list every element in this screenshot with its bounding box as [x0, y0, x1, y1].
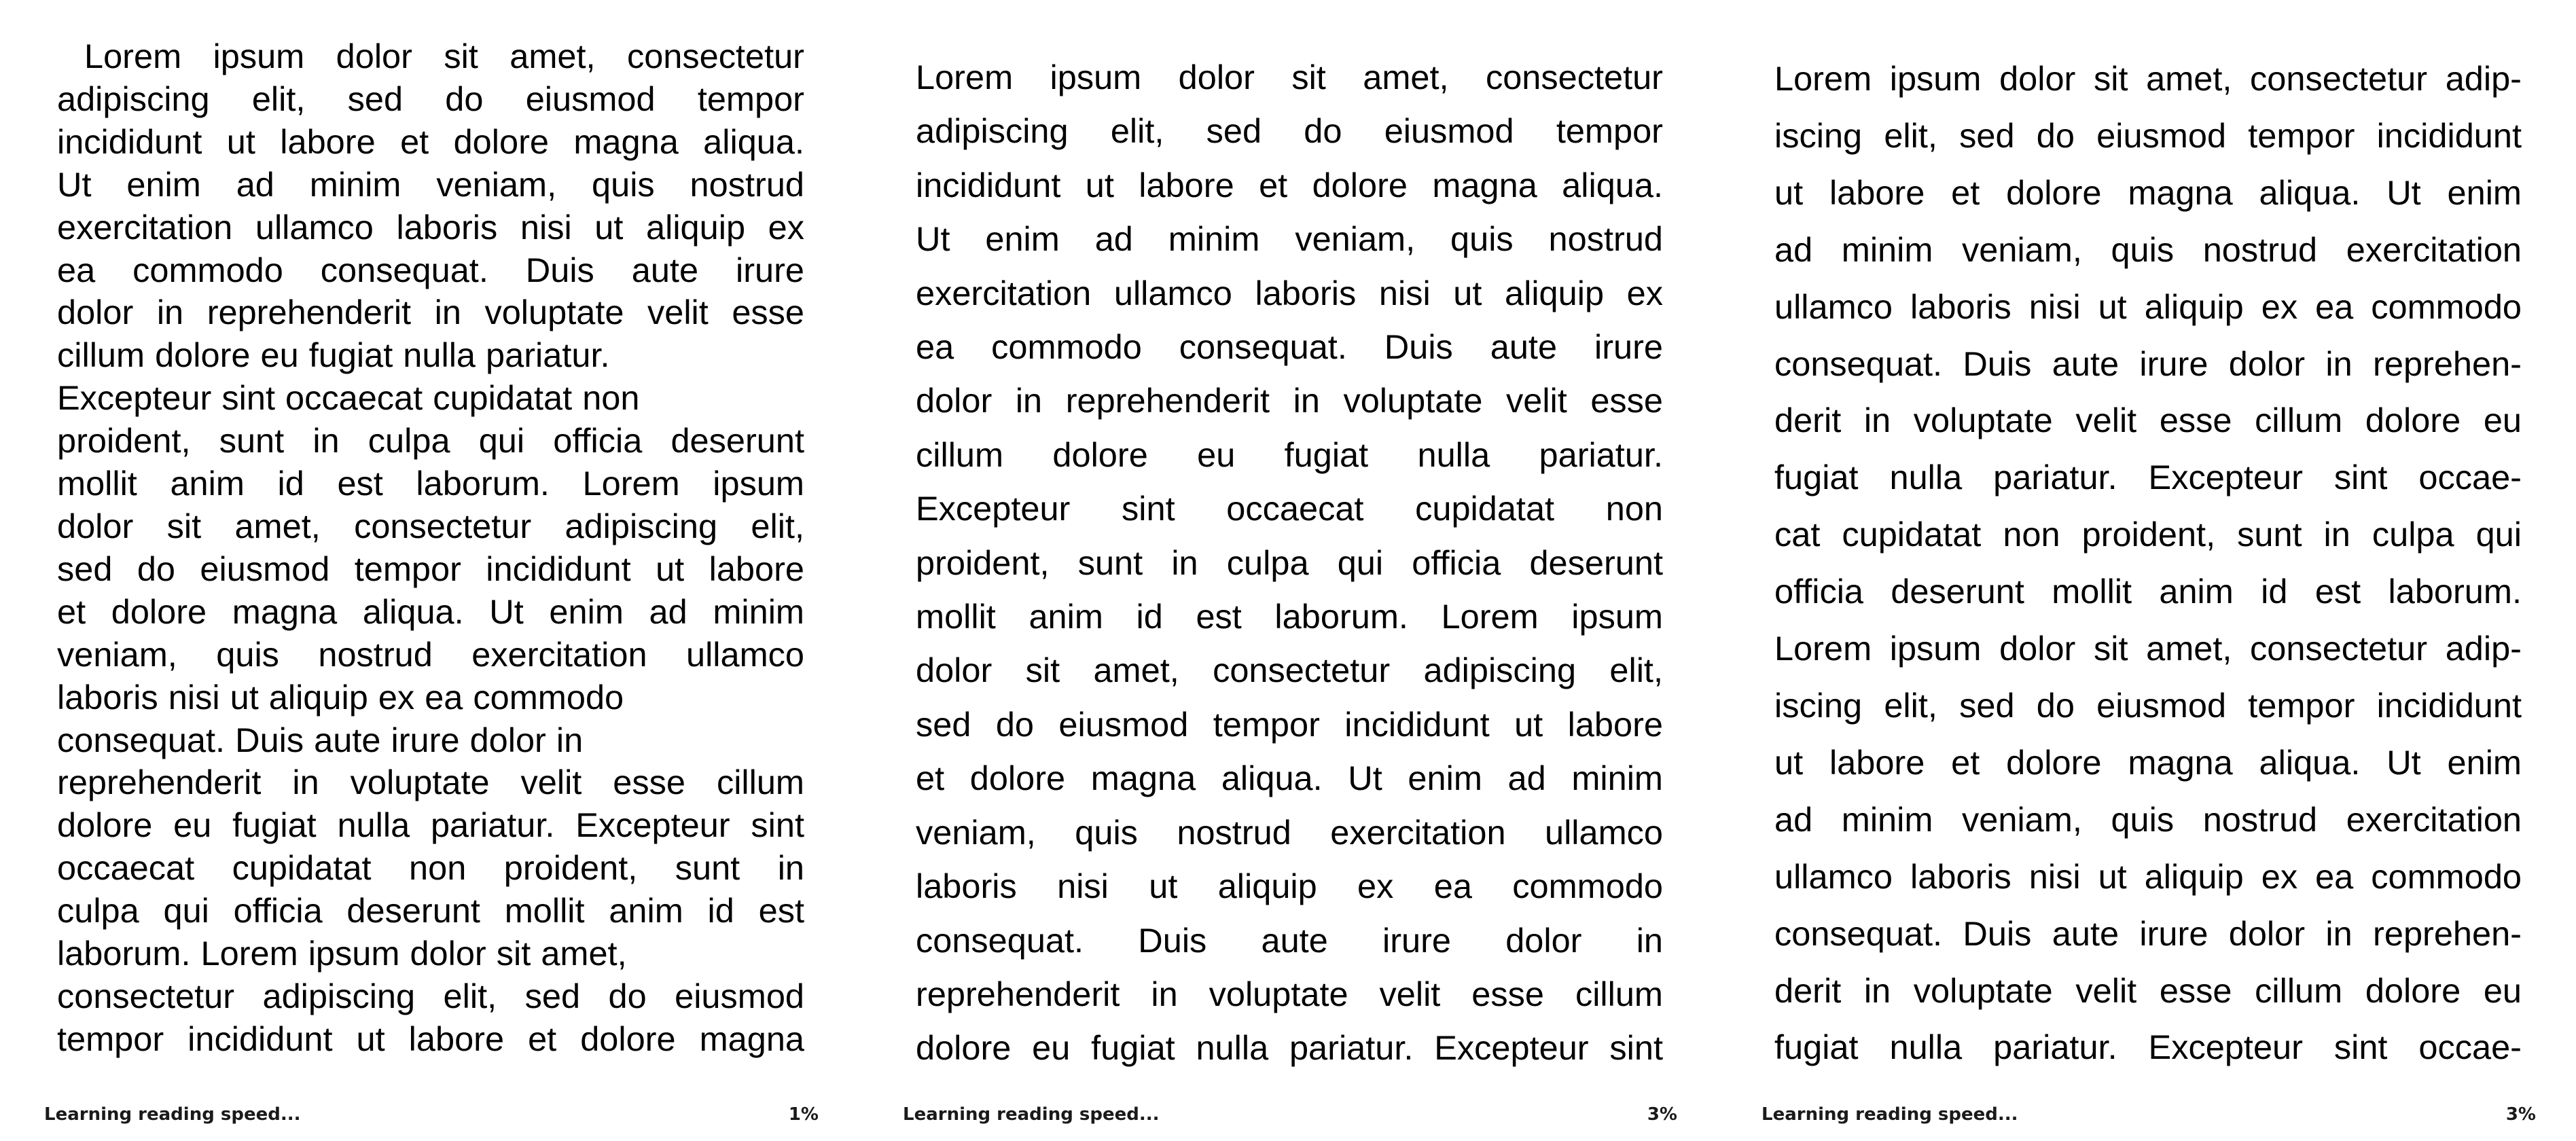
text-line: ut labore et dolore magna aliqua. Ut enim — [1774, 742, 2522, 782]
text-line: proident, sunt in culpa qui officia deserunt — [916, 543, 1663, 582]
text-line: culpa qui officia deserunt mollit anim id est — [57, 891, 804, 930]
text-line: veniam, quis nostrud exercitation ullamco — [916, 812, 1663, 852]
text-line: dolore eu fugiat nulla pariatur. Excepteur sint — [916, 1028, 1663, 1068]
text-line: et dolore magna aliqua. Ut enim ad minim — [916, 759, 1663, 798]
text-line: dolor sit amet, consectetur adipiscing elit, — [916, 651, 1663, 690]
text-line: ea commodo consequat. Duis aute irure — [916, 327, 1663, 367]
text-line: Lorem ipsum dolor sit amet, consectetur — [84, 37, 804, 75]
text-line: Excepteur sint occaecat cupidatat non — [916, 489, 1663, 528]
text-line: cillum dolore eu fugiat nulla pariatur. — [57, 336, 610, 375]
text-line: ad minim veniam, quis nostrud exercitation — [1774, 799, 2522, 839]
text-line: fugiat nulla pariatur. Excepteur sint occae- — [1774, 458, 2522, 497]
text-line: Ut enim ad minim veniam, quis nostrud — [57, 164, 804, 204]
text-line: ullamco laboris nisi ut aliquip ex ea commodo — [1774, 287, 2522, 326]
text-line: fugiat nulla pariatur. Excepteur sint occae- — [1774, 1028, 2522, 1067]
reading-footer — [903, 1104, 1677, 1131]
text-line: sed do eiusmod tempor incididunt ut labore — [57, 549, 804, 588]
reader-page-3[interactable] — [1717, 0, 2576, 1141]
text-line: derit in voluptate velit esse cillum dolore eu — [1774, 401, 2522, 440]
text-line: derit in voluptate velit esse cillum dolore eu — [1774, 971, 2522, 1010]
text-line: laboris nisi ut aliquip ex ea commodo — [57, 677, 624, 717]
reading-footer — [44, 1104, 819, 1131]
text-line: reprehenderit in voluptate velit esse cillum — [57, 763, 804, 802]
text-line: dolore eu fugiat nulla pariatur. Excepteur sint — [57, 805, 804, 845]
page-text — [57, 35, 804, 1061]
text-line: ut labore et dolore magna aliqua. Ut enim — [1774, 173, 2522, 212]
text-line: iscing elit, sed do eiusmod tempor incididunt — [1774, 115, 2522, 155]
page-text — [916, 50, 1663, 1075]
reading-speed-status: Learning reading speed... — [1761, 1104, 2018, 1125]
text-line: laborum. Lorem ipsum dolor sit amet, — [57, 934, 627, 973]
text-line: occaecat cupidatat non proident, sunt in — [57, 848, 804, 888]
reading-footer — [1761, 1104, 2536, 1131]
page-text — [1774, 50, 2522, 1076]
text-line: mollit anim id est laborum. Lorem ipsum — [57, 464, 804, 503]
text-line: laboris nisi ut aliquip ex ea commodo — [916, 867, 1663, 906]
text-line: consequat. Duis aute irure dolor in — [916, 920, 1663, 960]
text-line: Excepteur sint occaecat cupidatat non — [57, 378, 640, 418]
text-line: dolor in reprehenderit in voluptate velit esse — [57, 293, 804, 332]
text-line: sed do eiusmod tempor incididunt ut labore — [916, 704, 1663, 744]
text-line: exercitation ullamco laboris nisi ut aliquip ex — [57, 207, 804, 247]
text-line: cat cupidatat non proident, sunt in culpa qui — [1774, 515, 2522, 554]
text-line: adipiscing elit, sed do eiusmod tempor — [57, 79, 804, 118]
text-line: iscing elit, sed do eiusmod tempor incididunt — [1774, 685, 2522, 725]
text-line: consequat. Duis aute irure dolor in reprehen- — [1774, 913, 2522, 953]
text-line: Lorem ipsum dolor sit amet, consectetur — [916, 58, 1663, 96]
text-line: proident, sunt in culpa qui officia deserunt — [57, 421, 804, 460]
reading-speed-status: Learning reading speed... — [44, 1104, 301, 1125]
text-line: mollit anim id est laborum. Lorem ipsum — [916, 597, 1663, 636]
text-line: consequat. Duis aute irure dolor in — [57, 720, 584, 759]
text-line: ad minim veniam, quis nostrud exercitation — [1774, 230, 2522, 269]
progress-percent: 3% — [2505, 1104, 2536, 1125]
text-line: ea commodo consequat. Duis aute irure — [57, 250, 804, 289]
progress-percent: 1% — [788, 1104, 819, 1125]
text-line: adipiscing elit, sed do eiusmod tempor — [916, 111, 1663, 151]
text-line: Ut enim ad minim veniam, quis nostrud — [916, 219, 1663, 259]
reader-page-2[interactable] — [859, 0, 1717, 1141]
text-line: consequat. Duis aute irure dolor in reprehen- — [1774, 344, 2522, 383]
text-line: tempor incididunt ut labore et dolore magna — [57, 1019, 804, 1058]
text-line: dolor sit amet, consectetur adipiscing elit, — [57, 506, 804, 545]
text-line: veniam, quis nostrud exercitation ullamco — [57, 634, 804, 674]
text-line: Lorem ipsum dolor sit amet, consectetur adip- — [1774, 59, 2522, 98]
reader-page-1[interactable] — [0, 0, 859, 1141]
text-line: reprehenderit in voluptate velit esse cillum — [916, 974, 1663, 1013]
text-line: ullamco laboris nisi ut aliquip ex ea commodo — [1774, 856, 2522, 896]
text-line: dolor in reprehenderit in voluptate velit esse — [916, 381, 1663, 420]
text-line: exercitation ullamco laboris nisi ut aliquip ex — [916, 273, 1663, 312]
text-line: incididunt ut labore et dolore magna aliqua. — [916, 165, 1663, 204]
text-line: incididunt ut labore et dolore magna aliqua. — [57, 122, 804, 161]
text-line: et dolore magna aliqua. Ut enim ad minim — [57, 592, 804, 631]
text-line: cillum dolore eu fugiat nulla pariatur. — [916, 435, 1663, 474]
progress-percent: 3% — [1647, 1104, 1677, 1125]
text-line: officia deserunt mollit anim id est laborum. — [1774, 572, 2522, 611]
text-line: consectetur adipiscing elit, sed do eiusmod — [57, 976, 804, 1015]
reading-speed-status: Learning reading speed... — [903, 1104, 1160, 1125]
text-line: Lorem ipsum dolor sit amet, consectetur adip- — [1774, 629, 2522, 668]
